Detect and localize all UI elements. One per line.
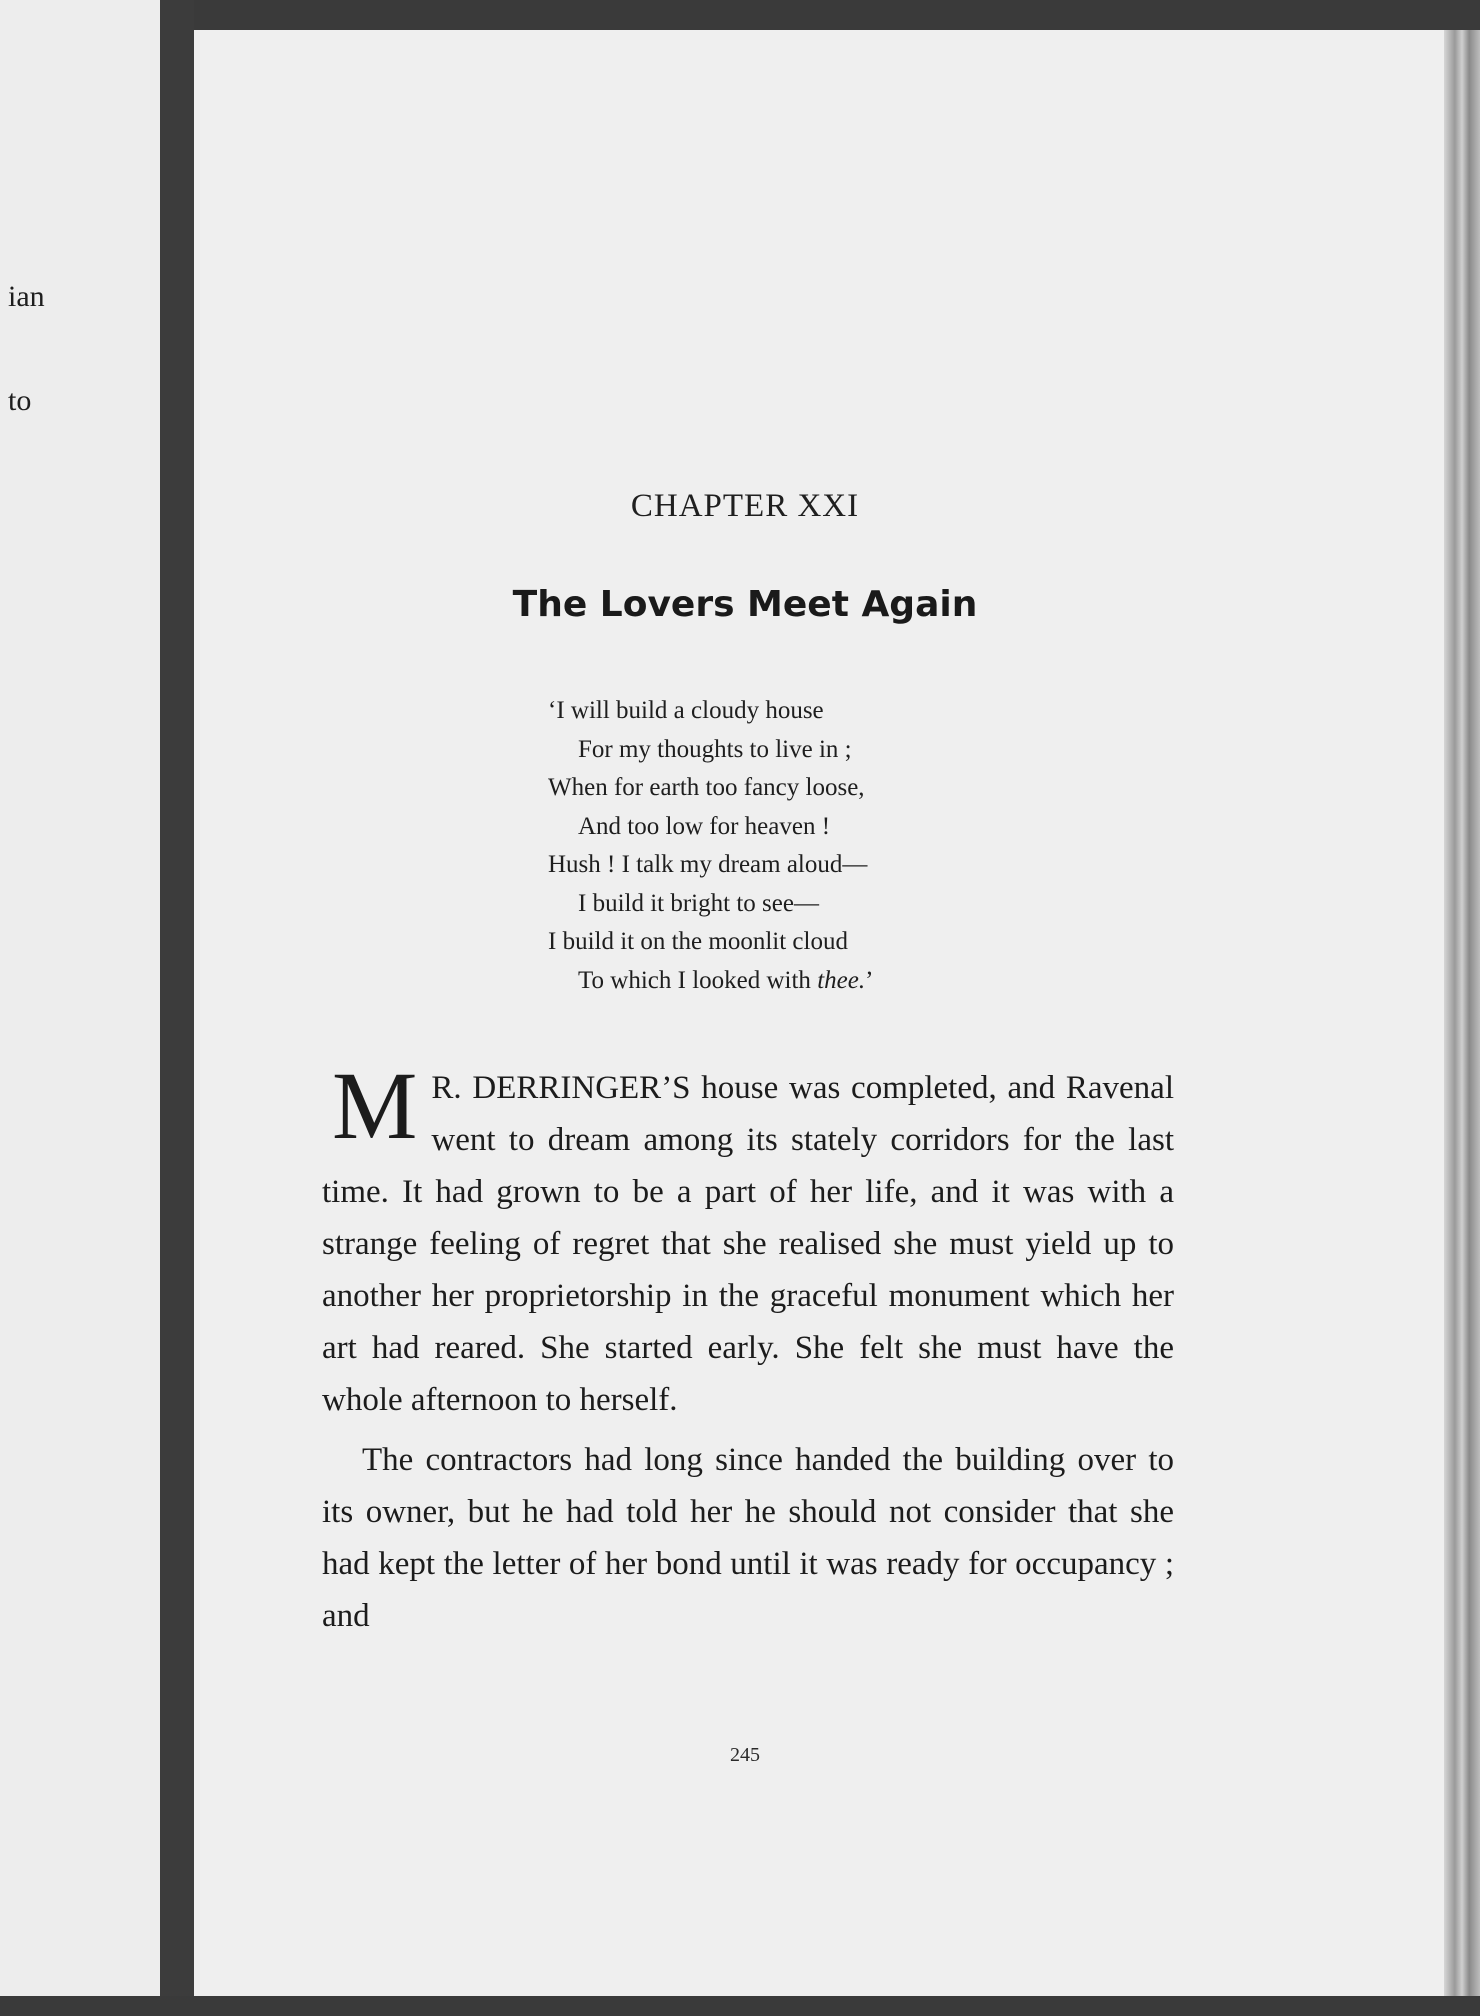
- facing-page-fragment: to: [8, 384, 32, 417]
- poem-emphasis: thee.: [817, 966, 866, 994]
- facing-page: [0, 0, 160, 2016]
- book-page: [194, 30, 1444, 1996]
- poem-line: I build it on the moonlit cloud: [548, 928, 848, 955]
- paragraph: The contractors had long since handed the building over to its owner, but he had told her he should not consider that she had kept the letter of her bond until it was ready for occupancy ; and: [322, 1442, 1174, 1634]
- poem-line: When for earth too fancy loose,: [548, 774, 865, 801]
- poem-closing-quote: ’: [865, 966, 874, 994]
- epigraph-poem: [548, 692, 873, 1000]
- facing-page-fragment: ian: [8, 280, 45, 313]
- page-number: 245: [730, 1744, 760, 1766]
- poem-line: And too low for heaven !: [578, 812, 831, 840]
- page-edges: [1444, 30, 1480, 1996]
- book-gutter: [160, 0, 194, 2016]
- paragraph-text: R. DERRINGER’S house was completed, and Ravenal went to dream among its stately corridors for the last time. It had grown to be a part of her life, and it was with a strange feeling of regret that she realised she must yield up to another her proprietorship in the graceful monument which her art had reared. She started early. She felt she must have the whole afternoon to herself.: [322, 1070, 1174, 1418]
- chapter-title: The Lovers Meet Again: [512, 584, 978, 625]
- poem-line-text: To which I looked with: [578, 966, 818, 994]
- poem-line: [548, 962, 873, 1001]
- poem-line: For my thoughts to live in ;: [578, 735, 852, 763]
- poem-line: ‘I will build a cloudy house: [548, 697, 824, 724]
- chapter-body: [322, 1052, 1174, 1642]
- drop-cap: M: [332, 1052, 418, 1159]
- paragraph: [322, 1052, 1174, 1426]
- poem-line: Hush ! I talk my dream aloud—: [548, 851, 868, 878]
- poem-line: I build it bright to see—: [578, 889, 819, 917]
- chapter-heading: CHAPTER XXI: [630, 488, 860, 524]
- scan-border: [0, 1996, 1480, 2016]
